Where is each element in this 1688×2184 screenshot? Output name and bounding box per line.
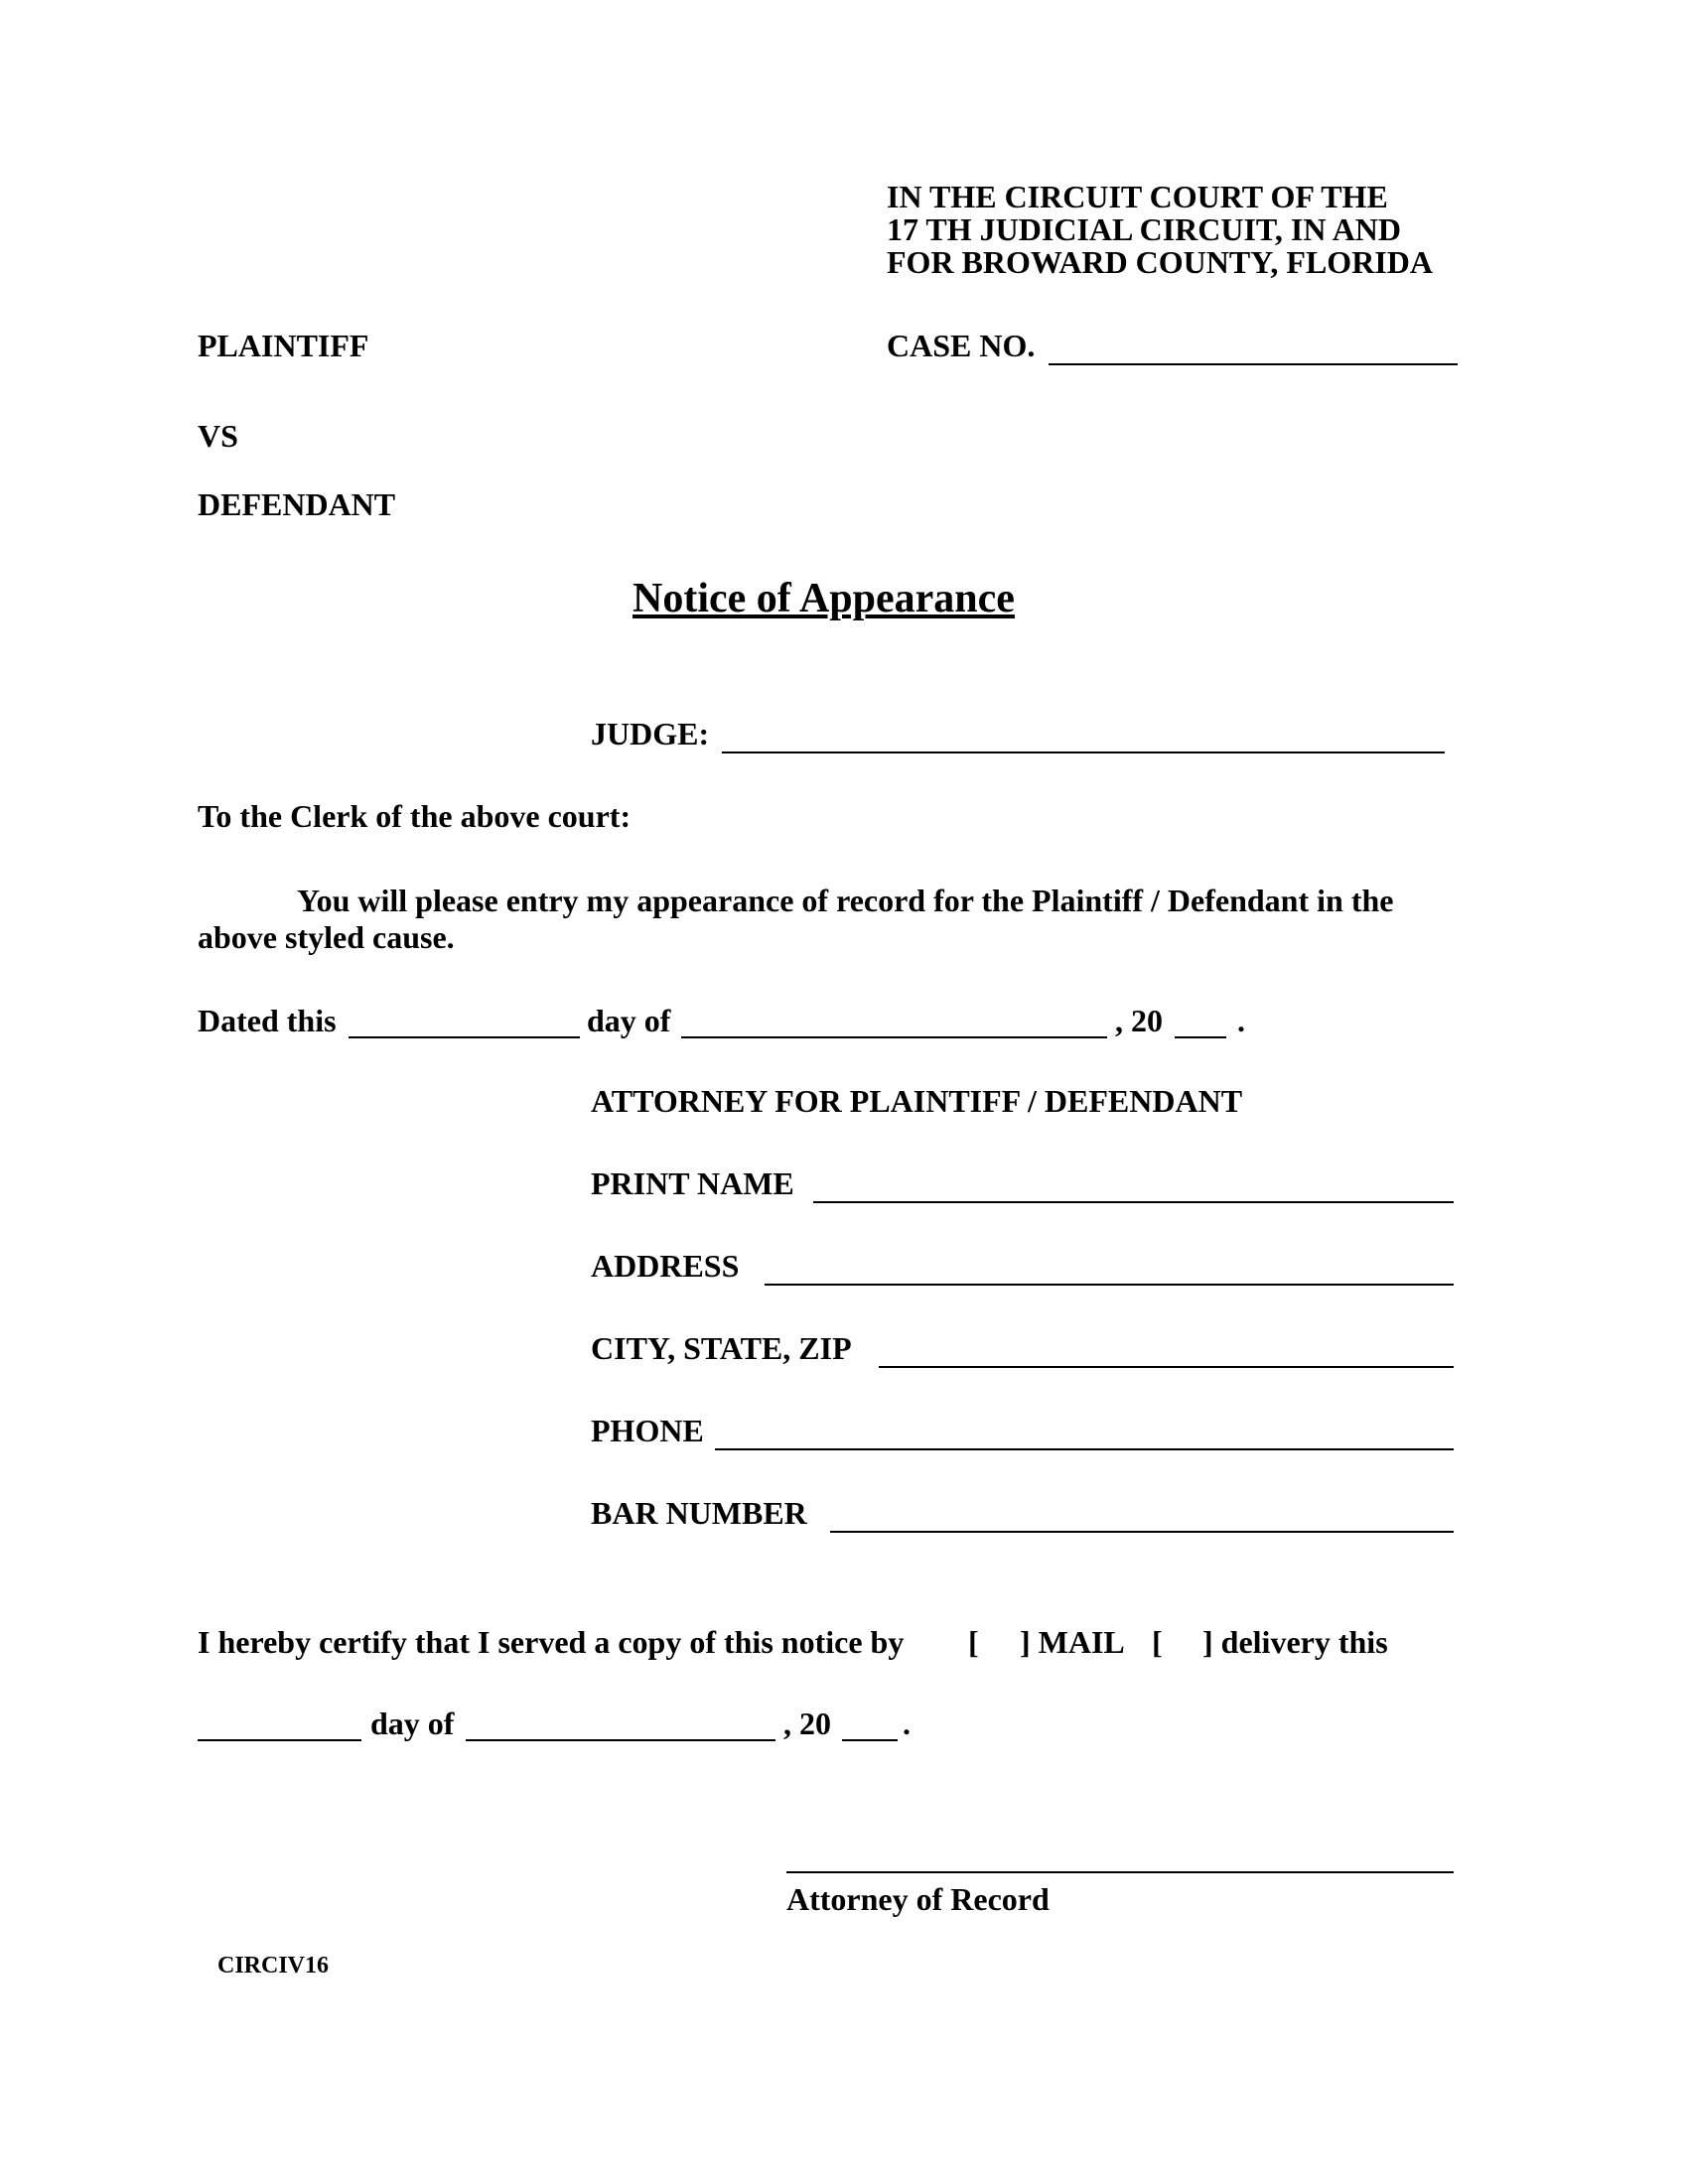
certification-text: I hereby certify that I served a copy of this notice by [198, 1624, 905, 1660]
defendant-label: DEFENDANT [198, 486, 396, 522]
plaintiff-label: PLAINTIFF [198, 328, 369, 363]
dated-month-field[interactable] [681, 1036, 1107, 1038]
cert-year-field[interactable] [842, 1739, 898, 1741]
case-no-field[interactable] [1049, 363, 1458, 365]
mail-label: ] MAIL [1020, 1624, 1125, 1660]
dated-year-field[interactable] [1175, 1036, 1226, 1038]
delivery-checkbox-open[interactable]: [ [1152, 1624, 1163, 1660]
city-state-zip-field[interactable] [879, 1366, 1454, 1368]
judge-field[interactable] [722, 751, 1445, 753]
judge-label: JUDGE: [591, 716, 710, 751]
cert-year-prefix: , 20 [783, 1706, 831, 1741]
bar-number-label: BAR NUMBER [591, 1495, 807, 1531]
dated-day-field[interactable] [349, 1036, 580, 1038]
attorney-heading: ATTORNEY FOR PLAINTIFF / DEFENDANT [591, 1083, 1243, 1119]
cert-month-field[interactable] [466, 1739, 775, 1741]
salutation: To the Clerk of the above court: [198, 798, 632, 834]
signature-label: Attorney of Record [786, 1881, 1050, 1917]
dated-day-of: day of [587, 1003, 671, 1038]
print-name-field[interactable] [813, 1201, 1454, 1203]
address-label: ADDRESS [591, 1248, 740, 1284]
page-title: Notice of Appearance [633, 576, 1015, 621]
delivery-label: ] delivery this [1202, 1624, 1388, 1660]
phone-field[interactable] [715, 1448, 1454, 1450]
court-header-line1: IN THE CIRCUIT COURT OF THE [887, 179, 1388, 214]
court-header-line2: 17 TH JUDICIAL CIRCUIT, IN AND [887, 211, 1402, 247]
dated-period: . [1237, 1003, 1245, 1038]
cert-day-field[interactable] [198, 1739, 361, 1741]
dated-prefix: Dated this [198, 1003, 337, 1038]
cert-day-of: day of [370, 1706, 455, 1741]
address-field[interactable] [765, 1284, 1454, 1286]
phone-label: PHONE [591, 1413, 704, 1448]
bar-number-field[interactable] [830, 1531, 1454, 1533]
body-line2: above styled cause. [198, 919, 455, 955]
form-code: CIRCIV16 [217, 1953, 330, 1979]
signature-line[interactable] [786, 1871, 1454, 1873]
mail-checkbox-open[interactable]: [ [968, 1624, 979, 1660]
case-no-label: CASE NO. [887, 328, 1036, 363]
vs-label: VS [198, 418, 238, 454]
city-state-zip-label: CITY, STATE, ZIP [591, 1330, 852, 1366]
dated-year-prefix: , 20 [1115, 1003, 1163, 1038]
body-line1: You will please entry my appearance of record for the Plaintiff / Defendant in the [297, 883, 1394, 918]
cert-period: . [903, 1706, 911, 1741]
print-name-label: PRINT NAME [591, 1165, 794, 1201]
court-header-line3: FOR BROWARD COUNTY, FLORIDA [887, 244, 1433, 280]
